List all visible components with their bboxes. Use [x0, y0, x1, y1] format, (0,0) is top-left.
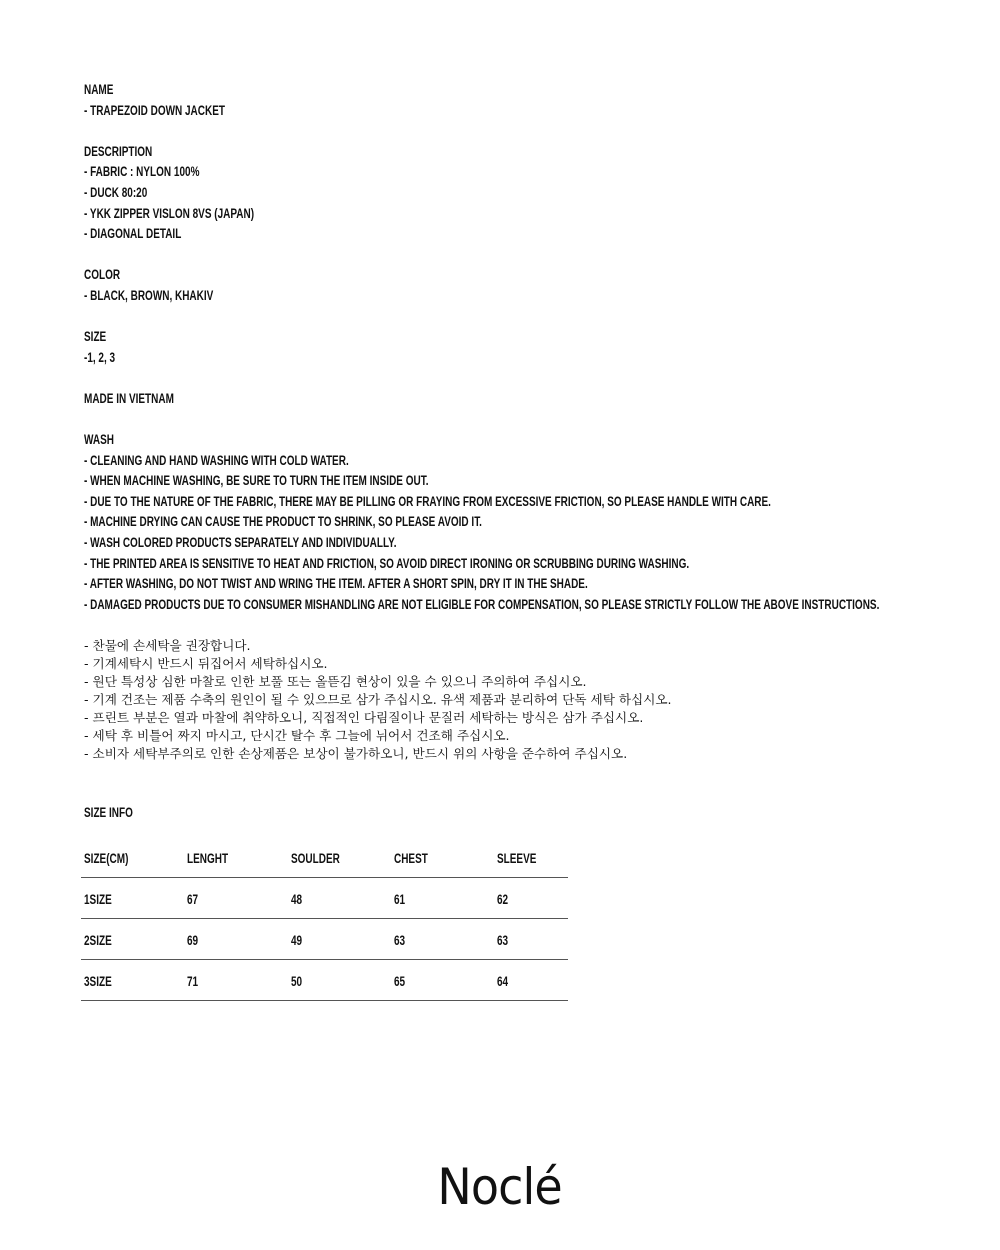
column-header: SOULDER	[290, 850, 340, 866]
wash-line: - WHEN MACHINE WASHING, BE SURE TO TURN THE ITEM INSIDE OUT.	[84, 473, 429, 489]
wash-line: - DUE TO THE NATURE OF THE FABRIC, THERE MAY BE PILLING OR FRAYING FROM EXCESSIVE FRICTION, SO PLEASE HANDLE WITH CARE.	[84, 493, 771, 509]
table-cell: 49	[290, 932, 302, 948]
korean-wash-line: - 기계세탁시 반드시 뒤집어서 세탁하십시오.	[84, 656, 328, 671]
color-value: - BLACK, BROWN, KHAKIV	[84, 287, 214, 303]
column-header: LENGHT	[187, 850, 229, 866]
name-heading: NAME	[84, 82, 114, 97]
table-cell: 63	[394, 932, 406, 948]
description-line: - DIAGONAL DETAIL	[84, 226, 182, 242]
column-header: CHEST	[394, 850, 429, 866]
korean-wash-line: - 원단 특성상 심한 마찰로 인한 보풀 또는 올뜯김 현상이 있을 수 있으니 주의하여 주십시오.	[84, 674, 587, 689]
size-info-heading: SIZE INFO	[84, 805, 133, 820]
wash-line: - AFTER WASHING, DO NOT TWIST AND WRING THE ITEM. AFTER A SHORT SPIN, DRY IT IN THE SHADE.	[84, 576, 588, 592]
description-line: - YKK ZIPPER VISLON 8VS (JAPAN)	[84, 205, 255, 221]
table-cell: 61	[394, 891, 406, 907]
size-heading: SIZE	[84, 329, 107, 345]
table-cell: 65	[394, 973, 406, 989]
description-line: - FABRIC : NYLON 100%	[84, 164, 200, 180]
table-cell: 71	[187, 973, 199, 989]
table-cell: 48	[290, 891, 302, 907]
korean-wash-line: - 찬물에 손세탁을 권장합니다.	[84, 638, 251, 653]
korean-wash-line: - 기계 건조는 제품 수축의 원인이 될 수 있으므로 삼가 주십시오. 유색 제품과 분리하여 단독 세탁 하십시오.	[84, 692, 672, 707]
table-cell: 3SIZE	[84, 973, 112, 989]
table-cell: 62	[497, 891, 509, 907]
korean-wash-line: - 소비자 세탁부주의로 인한 손상제품은 보상이 불가하오니, 반드시 위의 사항을 준수하여 주십시오.	[84, 746, 628, 761]
product-info	[84, 80, 984, 615]
table-cell: 67	[187, 891, 199, 907]
column-header: SIZE(CM)	[84, 850, 129, 866]
description-line: - DUCK 80:20	[84, 184, 148, 200]
table-cell: 1SIZE	[84, 891, 112, 907]
wash-line: - DAMAGED PRODUCTS DUE TO CONSUMER MISHANDLING ARE NOT ELIGIBLE FOR COMPENSATION, SO PLEASE STRICTLY FOLLOW THE ABOVE INSTRUCTIONS.	[84, 596, 880, 612]
color-heading: COLOR	[84, 267, 121, 283]
column-header: SLEEVE	[497, 850, 537, 866]
wash-line: - CLEANING AND HAND WASHING WITH COLD WATER.	[84, 452, 349, 468]
brand-logo	[0, 1158, 1000, 1216]
table-row	[81, 878, 568, 919]
wash-line: - MACHINE DRYING CAN CAUSE THE PRODUCT TO SHRINK, SO PLEASE AVOID IT.	[84, 514, 482, 530]
size-table-header	[81, 837, 568, 878]
table-row	[81, 919, 568, 960]
wash-heading: WASH	[84, 432, 114, 448]
korean-wash-instructions	[84, 637, 672, 763]
brand-wordmark: Noclé	[437, 1158, 563, 1216]
table-cell: 2SIZE	[84, 932, 112, 948]
korean-wash-line: - 세탁 후 비틀어 짜지 마시고, 단시간 탈수 후 그늘에 뉘어서 건조해 주십시오.	[84, 728, 510, 743]
description-heading: DESCRIPTION	[84, 143, 153, 159]
name-value: - TRAPEZOID DOWN JACKET	[84, 102, 225, 118]
size-table	[81, 837, 568, 1001]
korean-wash-line: - 프린트 부분은 열과 마찰에 취약하오니, 직접적인 다림질이나 문질러 세탁하는 방식은 삼가 주십시오.	[84, 710, 644, 725]
table-cell: 63	[497, 932, 509, 948]
table-cell: 69	[187, 932, 199, 948]
wash-line: - THE PRINTED AREA IS SENSITIVE TO HEAT AND FRICTION, SO AVOID DIRECT IRONING OR SCRUBBING DURING WASHING.	[84, 555, 690, 571]
table-cell: 64	[497, 973, 509, 989]
table-cell: 50	[290, 973, 302, 989]
table-row	[81, 960, 568, 1001]
size-value: -1, 2, 3	[84, 349, 116, 365]
wash-line: - WASH COLORED PRODUCTS SEPARATELY AND INDIVIDUALLY.	[84, 535, 397, 551]
origin-text: MADE IN VIETNAM	[84, 390, 174, 406]
